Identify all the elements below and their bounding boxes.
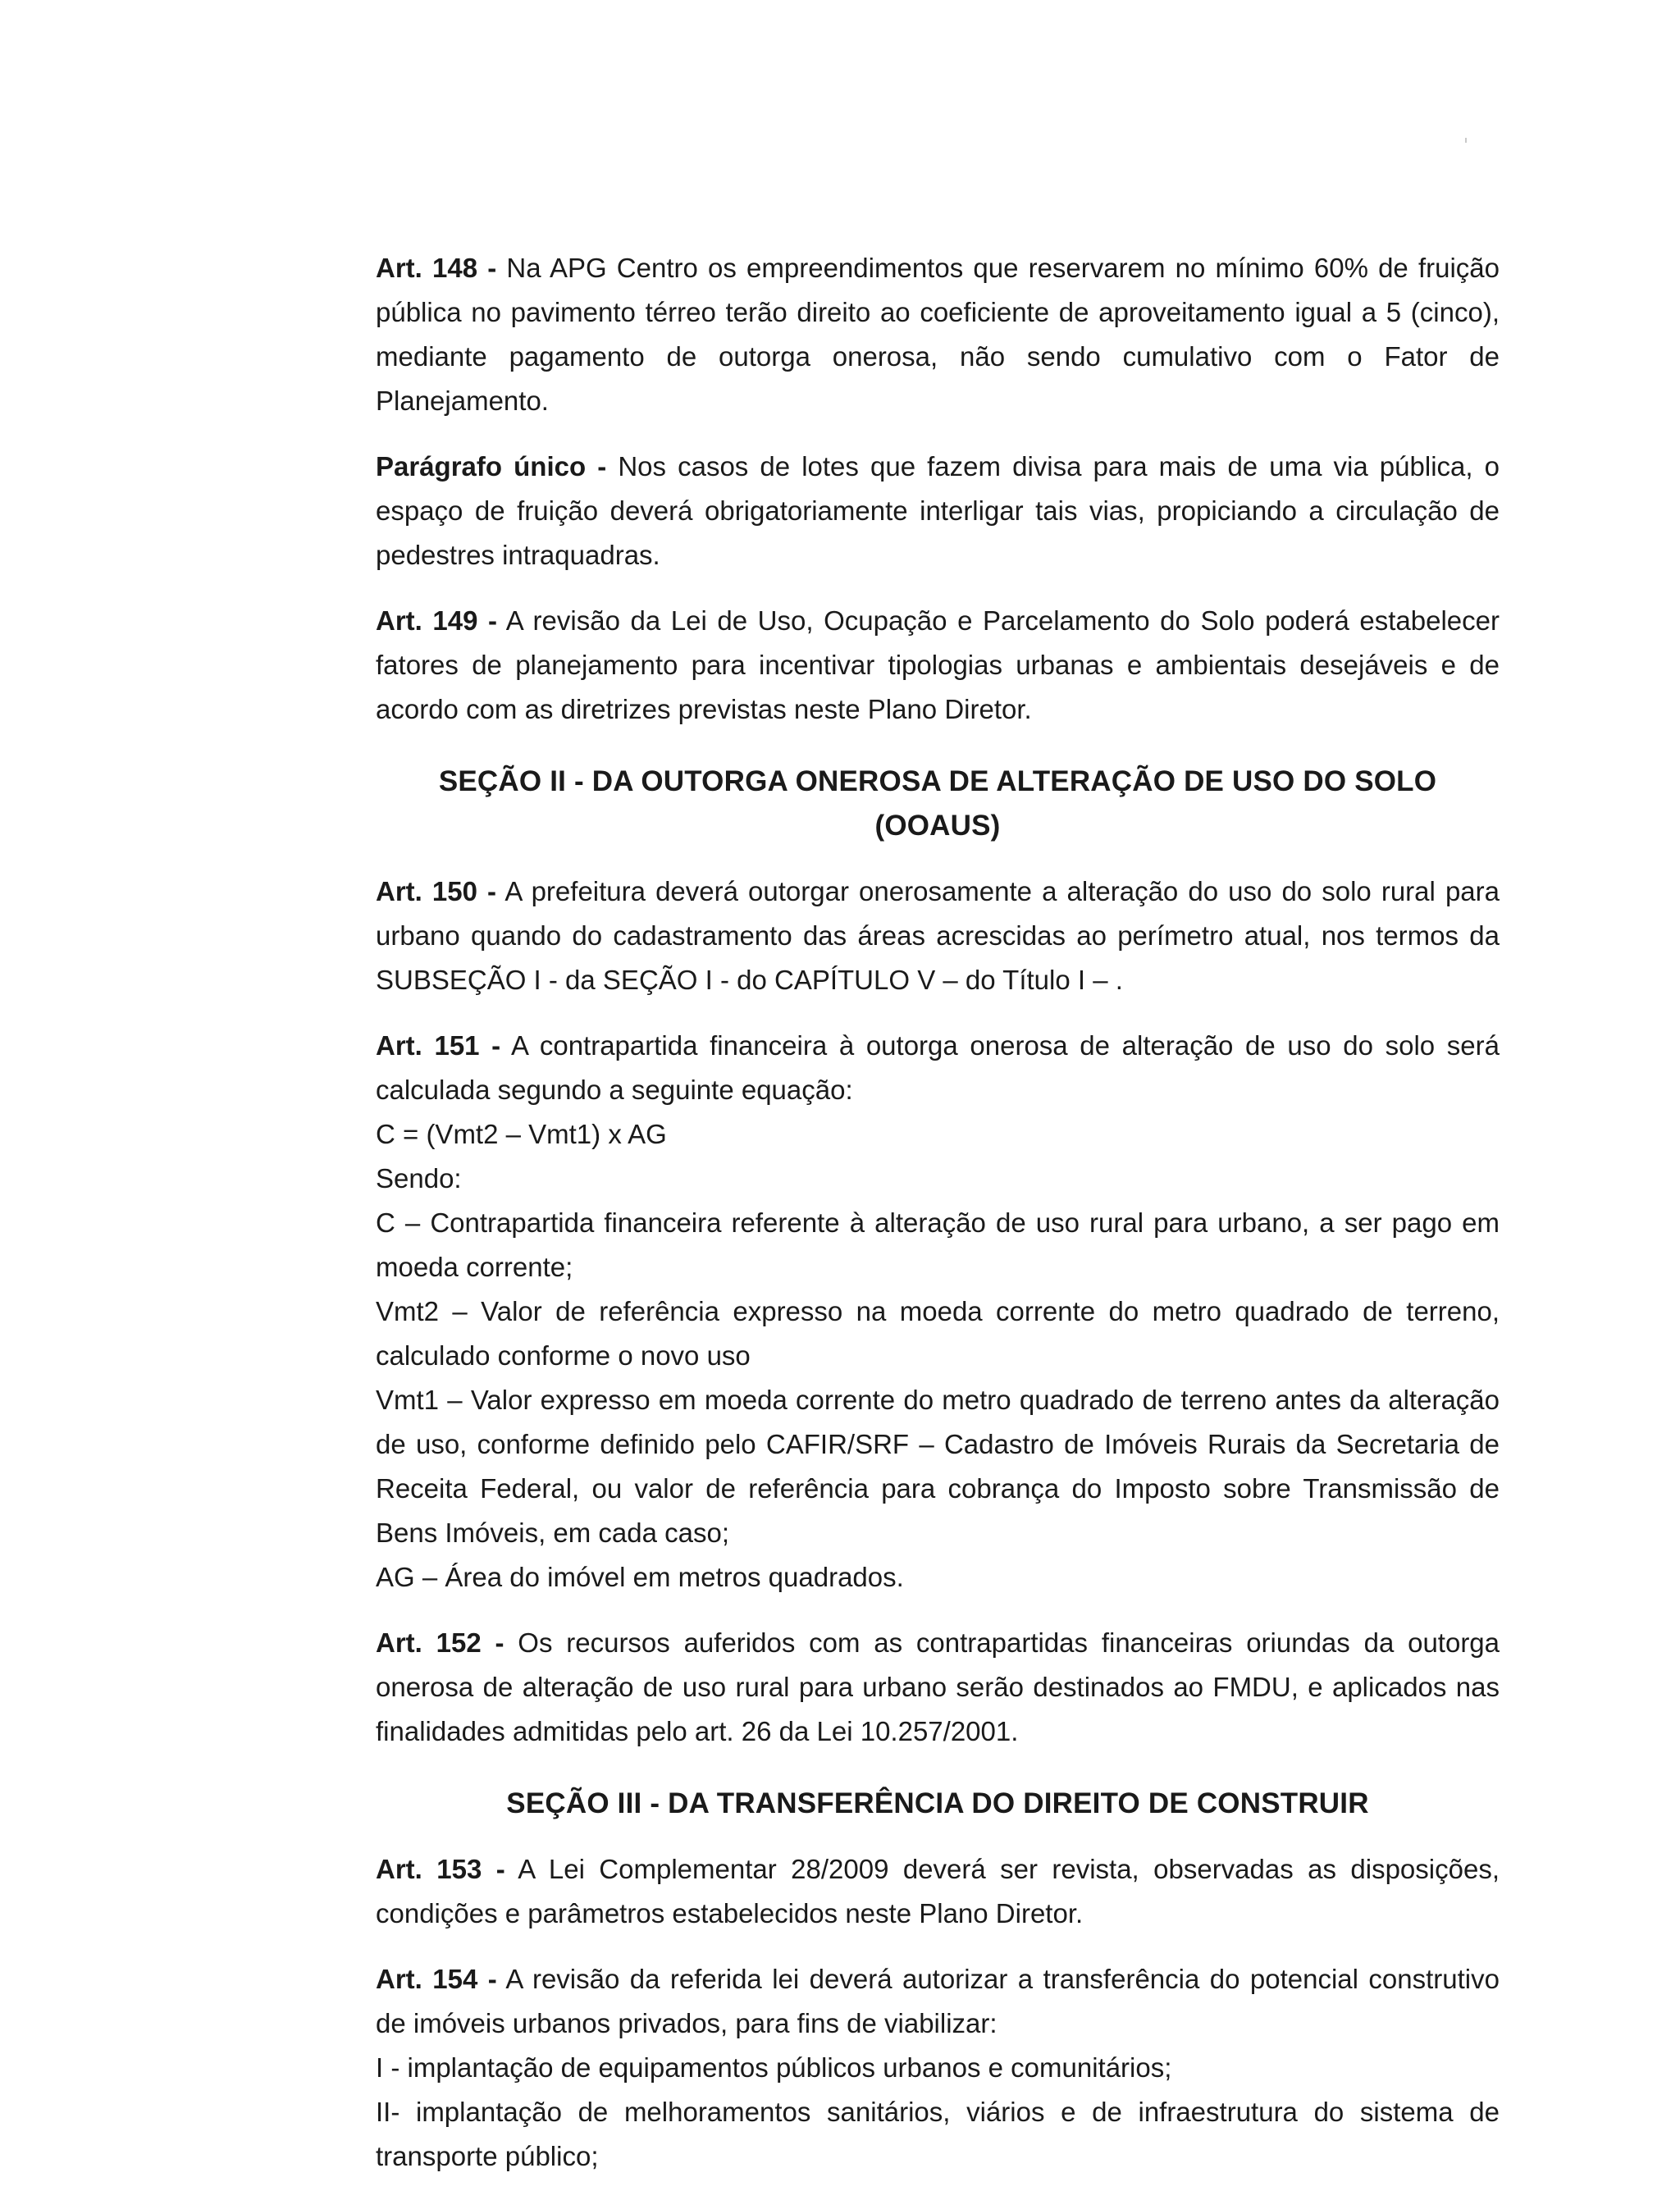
document-page <box>376 246 1500 2200</box>
article-150 <box>376 870 1500 1002</box>
article-148 <box>376 246 1500 423</box>
paragrafo-unico <box>376 445 1500 577</box>
article-148-text: Na APG Centro os empreendimentos que reservarem no mínimo 60% de fruição pública no pavimento térreo terão direito ao coeficiente de aproveitamento igual a 5 (cinco), mediante pagamento de outorga onerosa, não sendo cumulativo com o Fator de Planejamento. <box>376 253 1500 416</box>
paragrafo-unico-text: Nos casos de lotes que fazem divisa para mais de uma via pública, o espaço de fruição deverá obrigatoriamente interligar tais vias, propiciando a circulação de pedestres intraquadras. <box>376 451 1500 570</box>
definition-c: C – Contrapartida financeira referente à alteração de uso rural para urbano, a ser pago em moeda corrente; <box>376 1207 1500 1282</box>
article-154 <box>376 1957 1500 2179</box>
article-149-label: Art. 149 - <box>376 605 498 636</box>
definition-ag: AG – Área do imóvel em metros quadrados. <box>376 1562 904 1592</box>
article-152 <box>376 1621 1500 1754</box>
definition-vmt2: Vmt2 – Valor de referência expresso na moeda corrente do metro quadrado de terreno, calculado conforme o novo uso <box>376 1296 1500 1371</box>
paragrafo-unico-label: Parágrafo único - <box>376 451 607 482</box>
article-150-text: A prefeitura deverá outorgar onerosamente a alteração do uso do solo rural para urbano quando do cadastramento das áreas acrescidas ao perímetro atual, nos termos da SUBSEÇÃO I - da SEÇÃO I - do CAPÍTULO V – do Título I – . <box>376 876 1500 995</box>
section-iii-title: SEÇÃO III - DA TRANSFERÊNCIA DO DIREITO DE CONSTRUIR <box>506 1787 1369 1819</box>
article-151-equation: C = (Vmt2 – Vmt1) x AG <box>376 1119 667 1149</box>
section-ii-title: SEÇÃO II - DA OUTORGA ONEROSA DE ALTERAÇÃO DE USO DO SOLO (OOAUS) <box>438 765 1437 842</box>
article-154-text: A revisão da referida lei deverá autorizar a transferência do potencial construtivo de imóveis urbanos privados, para fins de viabilizar: <box>376 1964 1500 2038</box>
article-151-label: Art. 151 - <box>376 1030 501 1061</box>
article-151-text: A contrapartida financeira à outorga onerosa de alteração de uso do solo será calculada segundo a seguinte equação: <box>376 1030 1500 1105</box>
article-151-sendo: Sendo: <box>376 1163 462 1194</box>
article-151 <box>376 1024 1500 1600</box>
article-154-item-1: I - implantação de equipamentos públicos urbanos e comunitários; <box>376 2052 1172 2083</box>
article-149 <box>376 599 1500 732</box>
article-152-label: Art. 152 - <box>376 1627 504 1658</box>
definition-vmt1: Vmt1 – Valor expresso em moeda corrente do metro quadrado de terreno antes da alteração de uso, conforme definido pelo CAFIR/SRF – Cadastro de Imóveis Rurais da Secretaria de Receita Federal, ou valor de referência para cobrança do Imposto sobre Transmissão de Bens Imóveis, em cada caso; <box>376 1385 1500 1548</box>
article-151-intro <box>376 1024 1500 1112</box>
article-154-intro <box>376 1957 1500 2046</box>
article-153-text: A Lei Complementar 28/2009 deverá ser revista, observadas as disposições, condições e parâmetros estabelecidos neste Plano Diretor. <box>376 1854 1500 1928</box>
article-152-text: Os recursos auferidos com as contrapartidas financeiras oriundas da outorga onerosa de alteração de uso rural para urbano serão destinados ao FMDU, e aplicados nas finalidades admitidas pelo art. 26 da Lei 10.257/2001. <box>376 1627 1500 1746</box>
article-154-label: Art. 154 - <box>376 1964 497 1994</box>
article-153 <box>376 1847 1500 1936</box>
scan-speck <box>1465 138 1467 143</box>
article-150-label: Art. 150 - <box>376 876 497 906</box>
article-148-label: Art. 148 - <box>376 253 497 283</box>
article-153-label: Art. 153 - <box>376 1854 505 1884</box>
article-154-item-2: II- implantação de melhoramentos sanitários, viários e de infraestrutura do sistema de transporte público; <box>376 2097 1500 2171</box>
article-149-text: A revisão da Lei de Uso, Ocupação e Parcelamento do Solo poderá estabelecer fatores de planejamento para incentivar tipologias urbanas e ambientais desejáveis e de acordo com as diretrizes previstas neste Plano Diretor. <box>376 605 1500 724</box>
